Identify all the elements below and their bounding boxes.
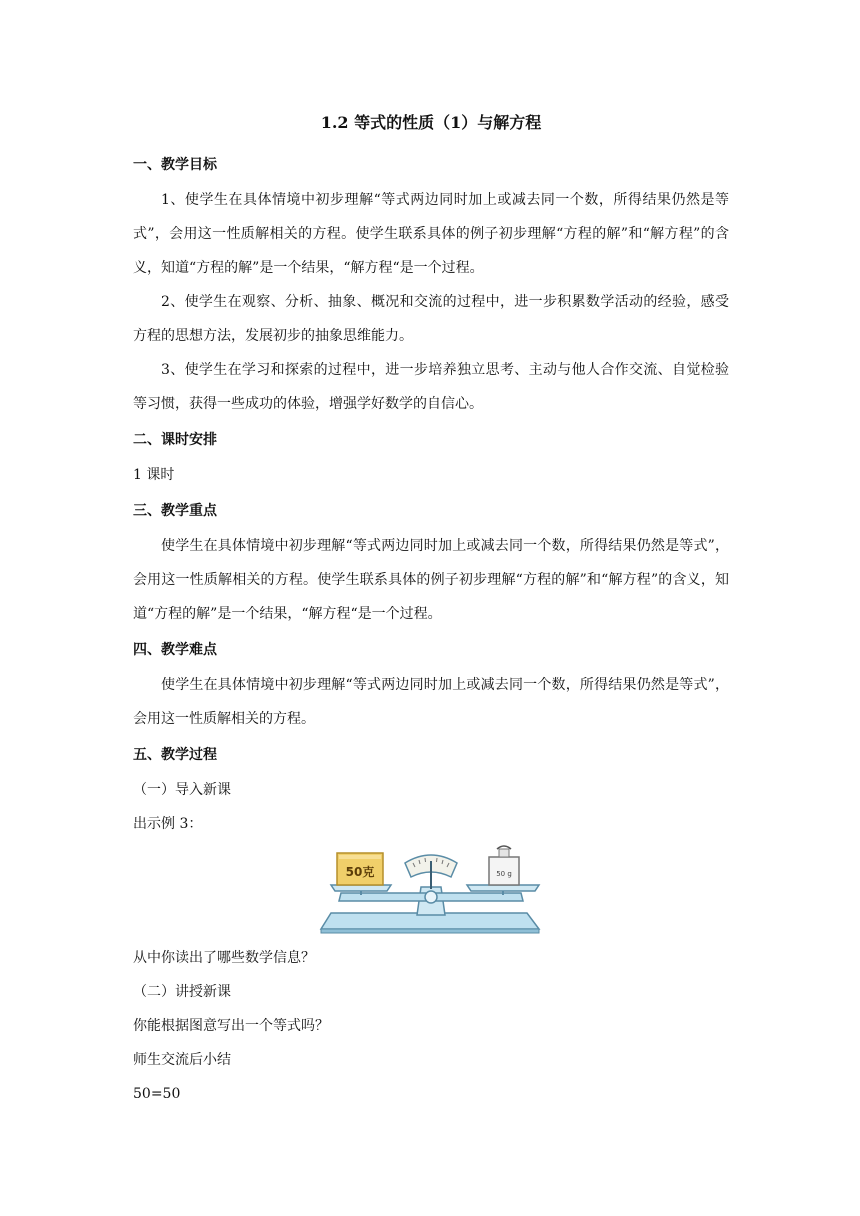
summary-text: 师生交流后小结 bbox=[133, 1052, 231, 1068]
goal-1: 1、使学生在具体情境中初步理解“等式两边同时加上或减去同一个数，所得结果仍然是等式”，会用这一性质解相关的方程。使学生联系具体的例子初步理解“方程的解”和“解方程”的含义，知道“方程的解”是一个结果，“解方程“是一个过程。 bbox=[133, 192, 729, 276]
document-title: 1.2 等式的性质（1）与解方程 bbox=[320, 113, 542, 132]
balance-scale-figure bbox=[133, 843, 729, 935]
document-content bbox=[133, 110, 729, 1111]
right-weight-label: 50 g bbox=[496, 870, 512, 878]
balance-scale-icon bbox=[317, 843, 545, 935]
key-point-text: 使学生在具体情境中初步理解“等式两边同时加上或减去同一个数，所得结果仍然是等式”，会用这一性质解相关的方程。使学生联系具体的例子初步理解“方程的解”和“解方程”的含义，知道“方程的解”是一个结果，“解方程“是一个过程。 bbox=[133, 538, 729, 622]
goals-heading: 一、教学目标 bbox=[133, 157, 217, 173]
question-1: 从中你读出了哪些数学信息？ bbox=[133, 950, 315, 966]
equation-text: 50=50 bbox=[133, 1086, 181, 1102]
process-heading: 五、教学过程 bbox=[133, 747, 217, 763]
schedule-heading: 二、课时安排 bbox=[133, 432, 217, 448]
left-weight-label: 50克 bbox=[345, 865, 375, 879]
difficult-point-heading: 四、教学难点 bbox=[133, 642, 217, 658]
example-label: 出示例 3： bbox=[133, 816, 203, 832]
goal-3: 3、使学生在学习和探索的过程中，进一步培养独立思考、主动与他人合作交流、自觉检验等习惯，获得一些成功的体验，增强学好数学的自信心。 bbox=[133, 362, 729, 412]
key-point-heading: 三、教学重点 bbox=[133, 503, 217, 519]
question-2: 你能根据图意写出一个等式吗？ bbox=[133, 1018, 329, 1034]
intro-subheading: （一）导入新课 bbox=[133, 782, 231, 798]
difficult-point-text: 使学生在具体情境中初步理解“等式两边同时加上或减去同一个数，所得结果仍然是等式”，会用这一性质解相关的方程。 bbox=[133, 677, 729, 727]
schedule-text: 1 课时 bbox=[133, 467, 175, 483]
teach-subheading: （二）讲授新课 bbox=[133, 984, 231, 1000]
goal-2: 2、使学生在观察、分析、抽象、概况和交流的过程中，进一步积累数学活动的经验，感受方程的思想方法，发展初步的抽象思维能力。 bbox=[133, 294, 729, 344]
